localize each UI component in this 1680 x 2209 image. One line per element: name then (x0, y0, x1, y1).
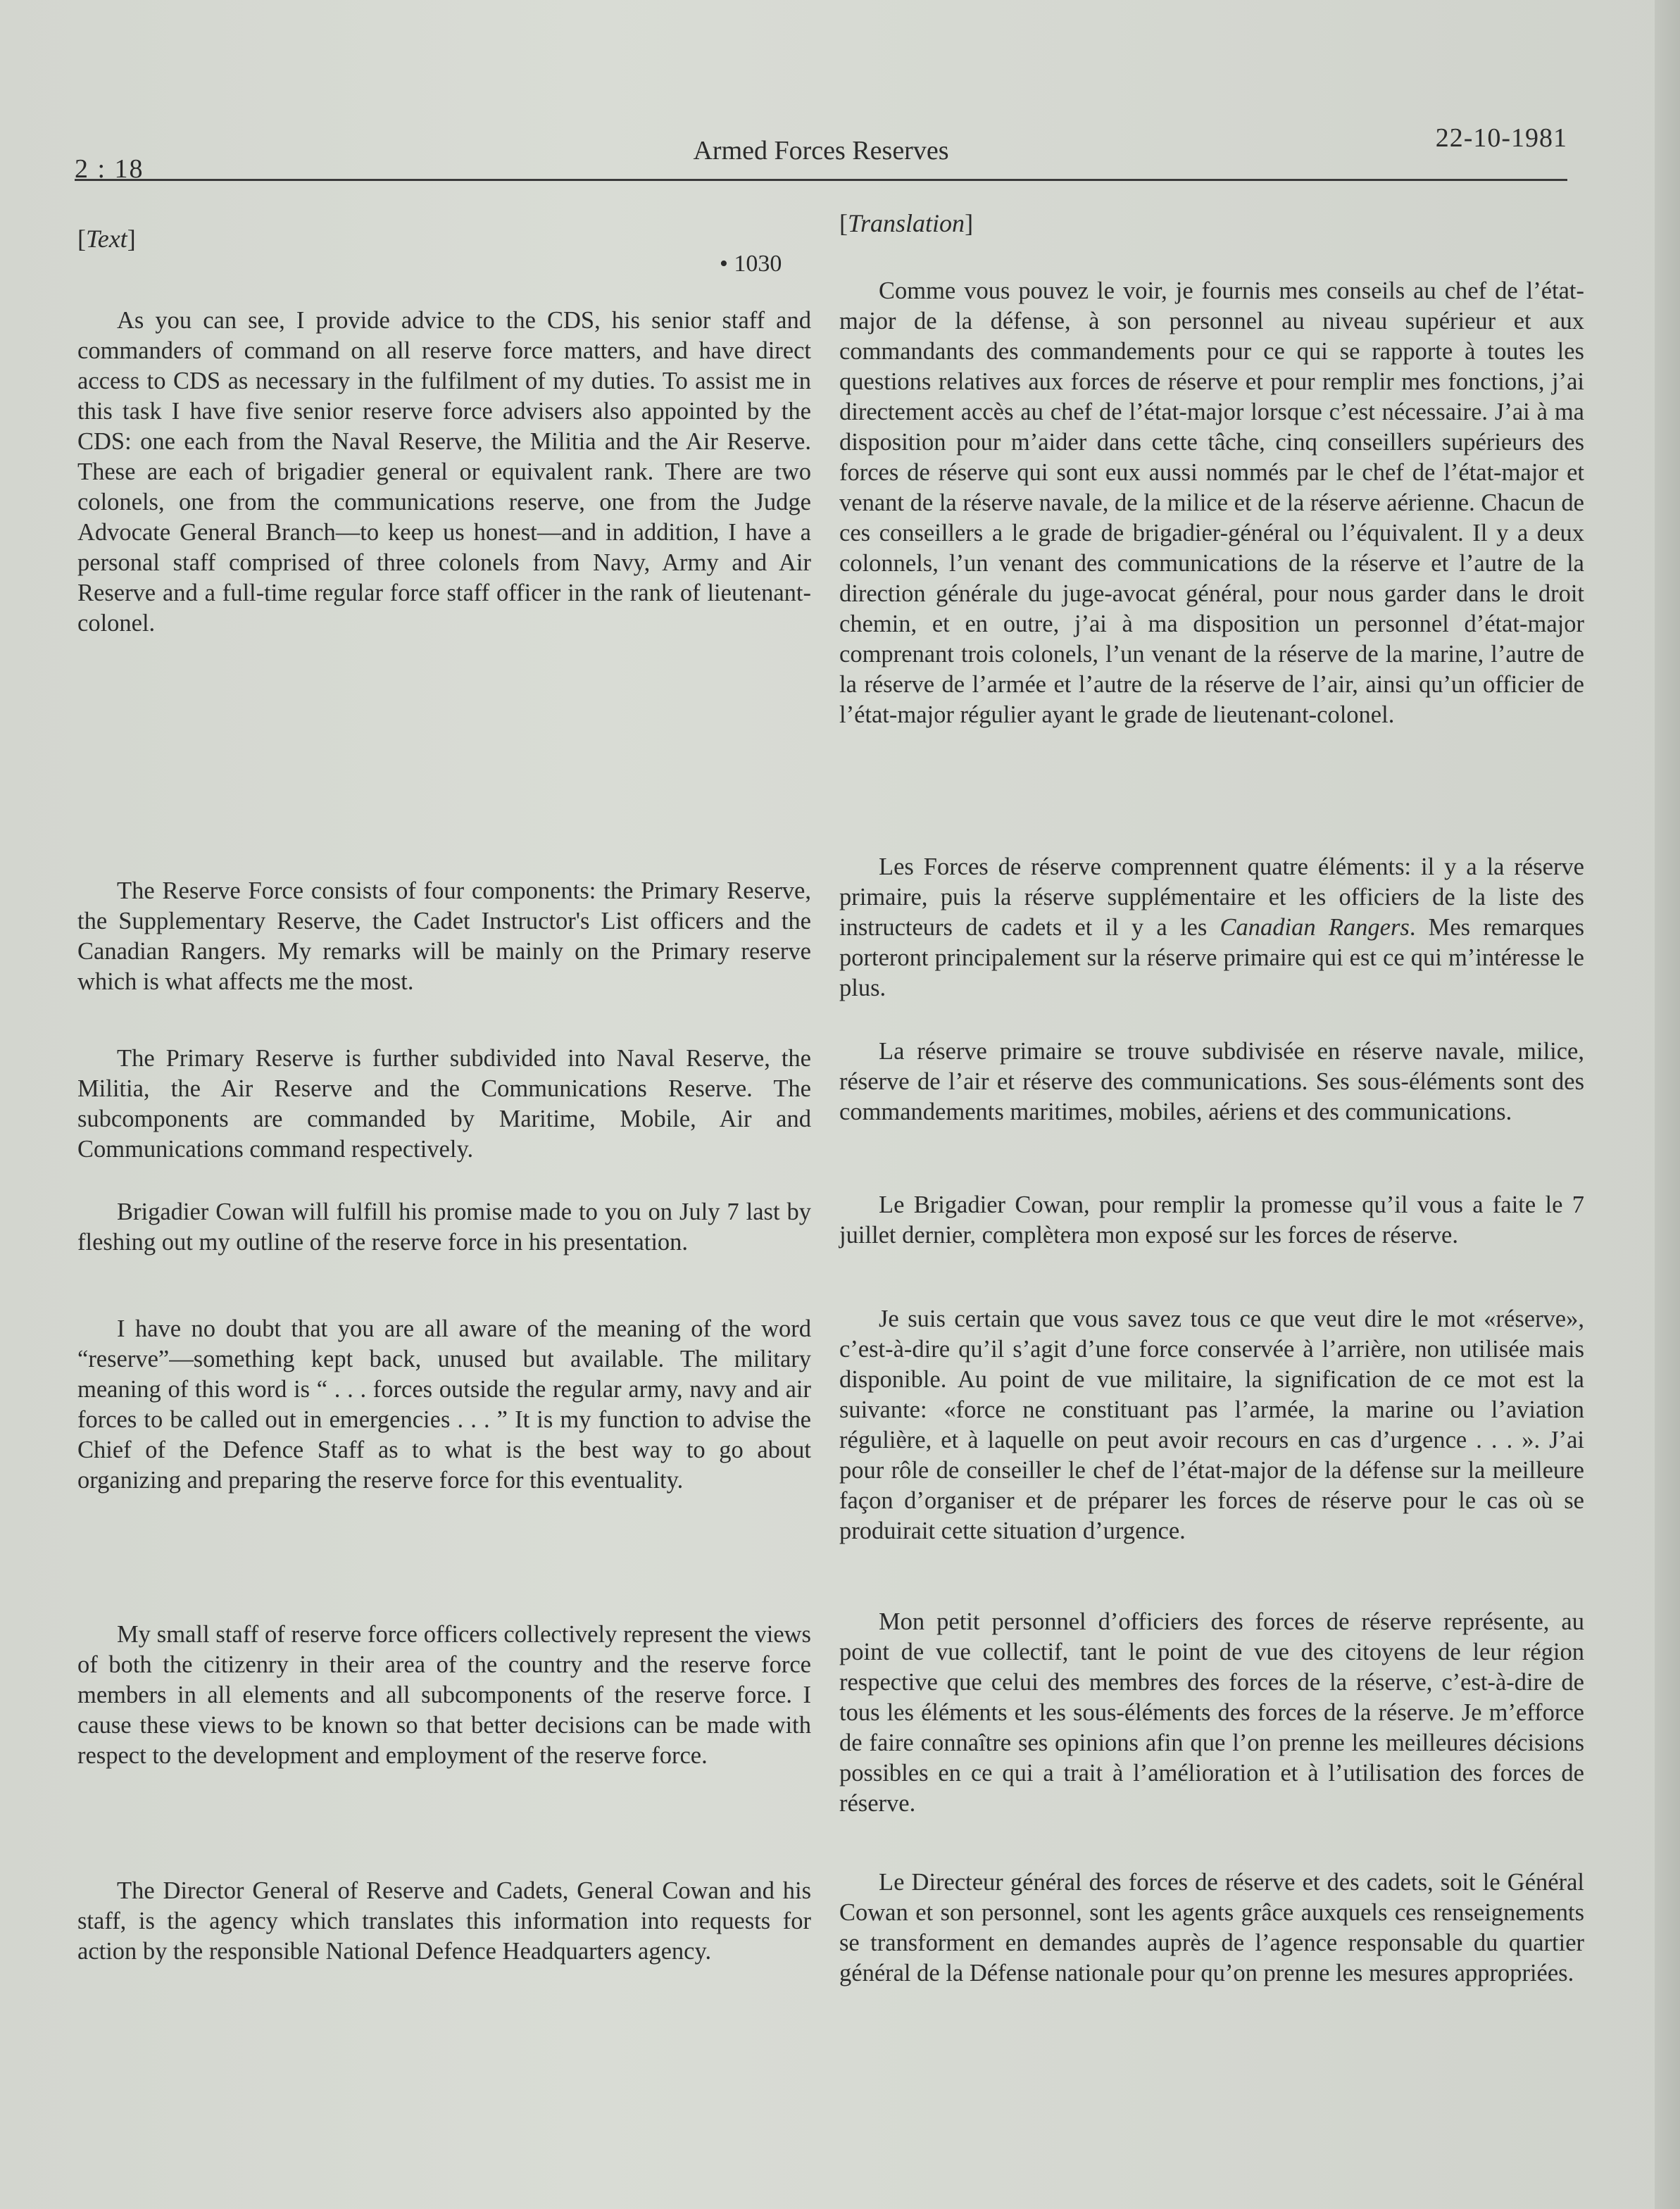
left-paragraph-3: The Primary Reserve is further subdivided into Naval Reserve, the Militia, the Air Reserve and the Communications Reserve. The subcomponents are commanded by Maritime, Mobile, Air and Communications command respectively. (77, 1045, 811, 1163)
right-paragraph-1: Comme vous pouvez le voir, je fournis mes conseils au chef de l’état-major de la défense, à son personnel au niveau supérieur et aux commandants des commandements pour ce qui se rapporte à toutes les questions relatives aux forces de réserve et pour remplir mes fonctions, j’ai directement accès au chef de l’état-major lorsque c’est nécessaire. J’ai à ma disposition pour m’aider dans cette tâche, cinq conseillers supérieurs des forces de réserve qui sont eux aussi nommés par le chef de l’état-major et venant de la réserve navale, de la milice et de la réserve aérienne. Chacun de ces conseillers a le grade de brigadier-général ou l’équivalent. Il y a deux colonnels, l’un venant des communications de la réserve et l’autre de la direction générale du juge-avocat général, pour nous garder dans le droit chemin, et en outre, j’ai à ma disposition un personnel d’état-major comprenant trois colonels, l’un venant de la réserve de la marine, l’autre de la réserve de l’armée et l’autre de la réserve de l’air, ainsi qu’un officier de l’état-major régulier ayant le grade de lieutenant-colonel. (839, 277, 1584, 728)
right-paragraph-3: La réserve primaire se trouve subdivisée en réserve navale, milice, réserve de l’air et réserve des communications. Ses sous-éléments sont des commandements maritimes, mobiles, aériens et des communications. (839, 1038, 1584, 1125)
page-number: 2 : 18 (75, 154, 144, 184)
left-paragraph-2: The Reserve Force consists of four components: the Primary Reserve, the Supplementary Reserve, the Cadet Instructor's List officers and the Canadian Rangers. My remarks will be mainly on the Primary reserve which is what affects me the most. (77, 877, 811, 995)
left-paragraph-7: The Director General of Reserve and Cadets, General Cowan and his staff, is the agency which translates this information into requests for action by the responsible National Defence Headquarters agency. (77, 1877, 811, 1965)
right-paragraph-2 (839, 852, 1584, 1003)
text-label: [Text] (77, 225, 136, 253)
page-edge (1655, 0, 1680, 2209)
right-paragraph-6: Mon petit personnel d’officiers des forces de réserve représente, au point de vue collectif, tant le point de vue des citoyens de leur région respective que celui des membres des forces de la réserve, c’est-à-dire de tous les éléments et les sous-éléments des forces de la réserve. Je m’efforce de faire connaître ses opinions afin que l’on prenne les meilleures décisions possibles en ce qui a trait à l’amélioration et à l’utilisation des forces de réserve. (839, 1608, 1584, 1817)
canadian-rangers-italic: Canadian Rangers (1220, 914, 1410, 941)
header-date: 22-10-1981 (1435, 123, 1567, 153)
right-paragraph-4: Le Brigadier Cowan, pour remplir la promesse qu’il vous a faite le 7 juillet dernier, complètera mon exposé sur les forces de réserve. (839, 1191, 1584, 1249)
translation-label-word: Translation (848, 209, 965, 237)
running-title: Armed Forces Reserves (693, 136, 949, 165)
left-paragraph-5: I have no doubt that you are all aware of the meaning of the word “reserve”—something kept back, unused but available. The military meaning of this word is “ . . . forces outside the regular army, navy and air forces to be called out in emergencies . . . ” It is my function to advise the Chief of the Defence Staff as to what is the best way to go about organizing and preparing the reserve force for this eventuality. (77, 1315, 811, 1494)
left-paragraph-4: Brigadier Cowan will fulfill his promise made to you on July 7 last by fleshing out my outline of the reserve force in his presentation. (77, 1199, 811, 1256)
left-paragraph-1: As you can see, I provide advice to the CDS, his senior staff and commanders of command on all reserve force matters, and have direct access to CDS as necessary in the fulfilment of my duties. To assist me in this task I have five senior reserve force advisers also appointed by the CDS: one each from the Naval Reserve, the Militia and the Air Reserve. These are each of brigadier general or equivalent rank. There are two colonels, one from the communications reserve, one from the Judge Advocate General Branch—to keep us honest—and in addition, I have a personal staff comprised of three colonels from Navy, Army and Air Reserve and a full-time regular force staff officer in the rank of lieutenant-colonel. (77, 307, 811, 637)
page-header (75, 120, 1567, 184)
text-label-word: Text (86, 225, 127, 253)
translation-label: [Translation] (839, 209, 974, 237)
time-stamp: • 1030 (720, 251, 782, 277)
right-paragraph-5: Je suis certain que vous savez tous ce que veut dire le mot «réserve», c’est-à-dire qu’il s’agit d’une force conservée à l’arrière, non utilisée mais disponible. Au point de vue militaire, la signification de ce mot est la suivante: «force ne constituant pas l’armée, la marine ou l’aviation régulière, et à laquelle on peut avoir recours en cas d’urgence . . . ». J’ai pour rôle de conseiller le chef de l’état-major de la défense sur la meilleure façon d’organiser et de préparer les forces de réserve pour le cas où se produirait cette situation d’urgence. (839, 1306, 1584, 1544)
right-paragraph-2-text: Les Forces de réserve comprennent quatre éléments: il y a la réserve primaire, puis la réserve supplémentaire et les officiers de la liste des instructeurs de cadets et il y a les (839, 853, 1584, 941)
right-paragraph-2-rest: . Mes remarques porteront principalement sur la réserve primaire qui est ce qui m’intéresse le plus. (839, 914, 1584, 1001)
right-paragraph-7: Le Directeur général des forces de réserve et des cadets, soit le Général Cowan et son personnel, sont les agents grâce auxquels ces renseignements se transforment en demandes auprès de l’agence responsable du quartier général de la Défense nationale pour qu’on prenne les mesures appropriées. (839, 1869, 1584, 1986)
left-paragraph-6: My small staff of reserve force officers collectively represent the views of both the citizenry in their area of the country and the reserve force members in all elements and all subcomponents of the reserve force. I cause these views to be known so that better decisions can be made with respect to the development and employment of the reserve force. (77, 1621, 811, 1769)
